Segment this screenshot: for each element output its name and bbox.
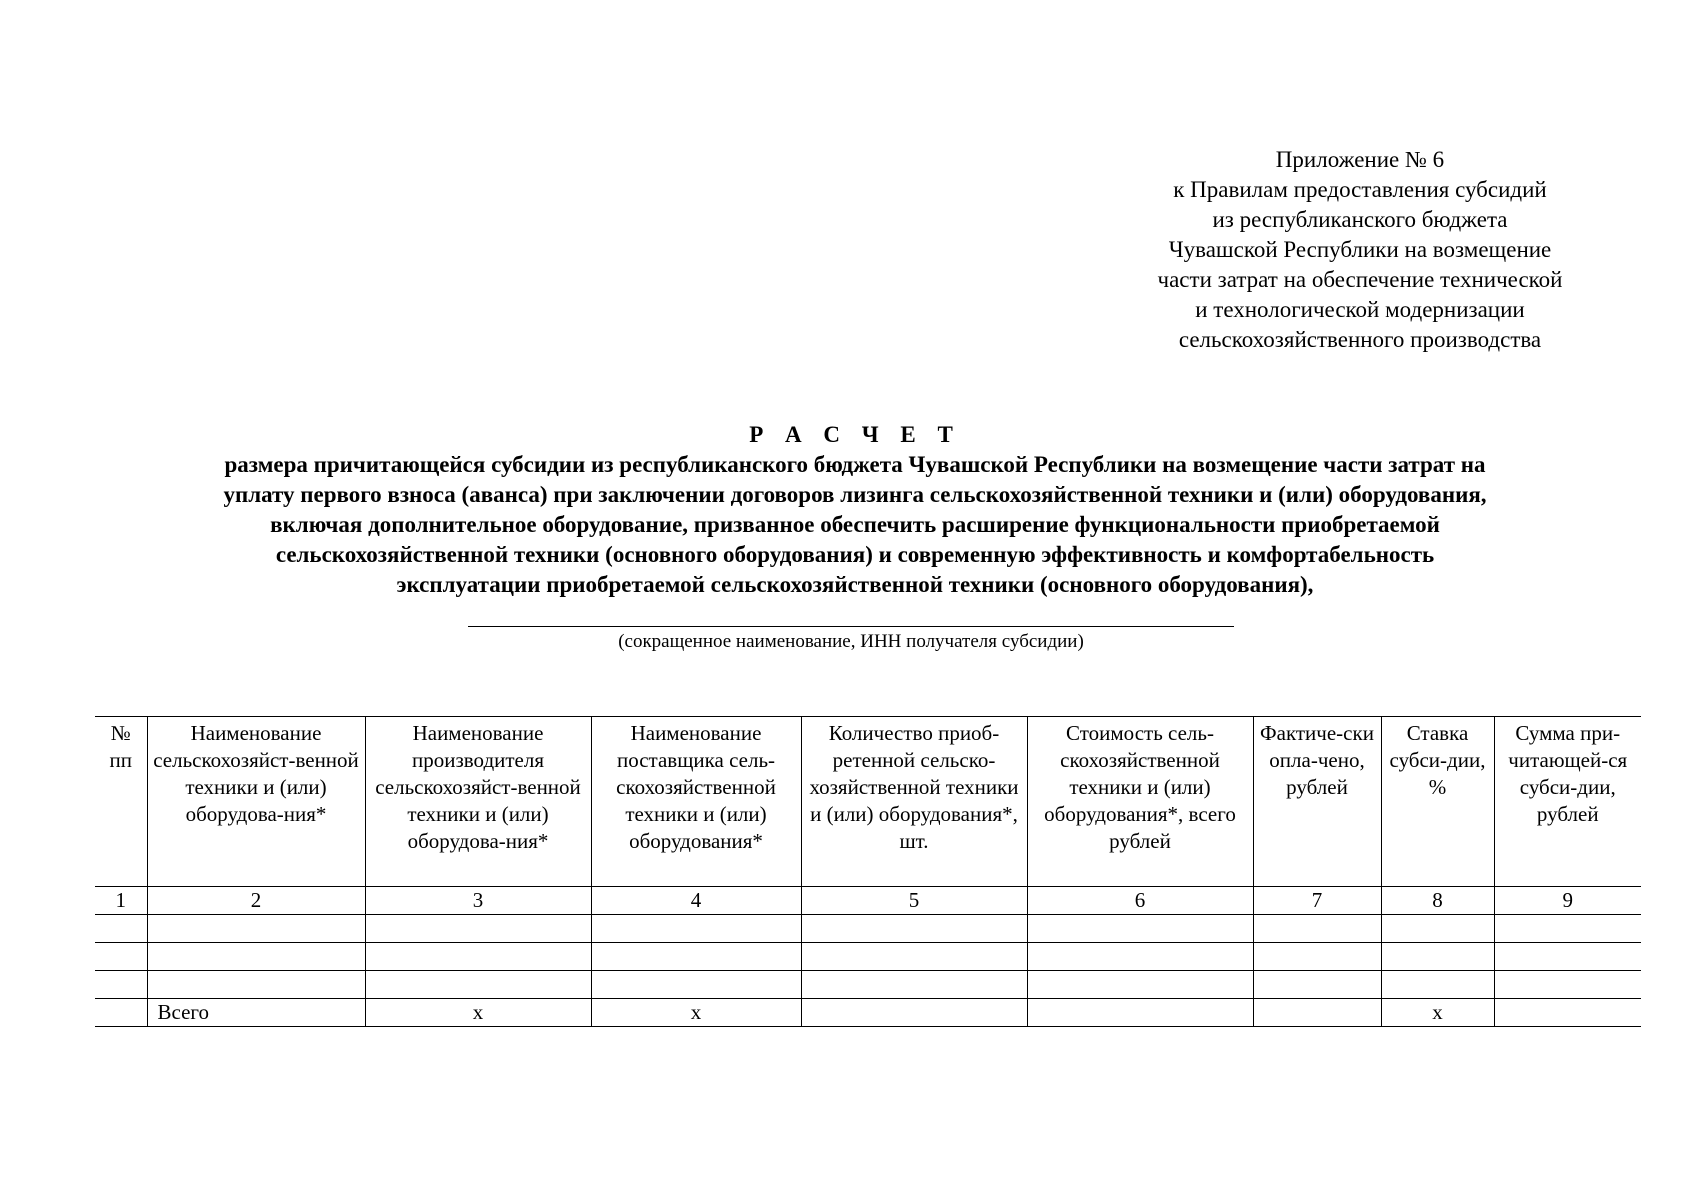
table-cell bbox=[1381, 915, 1494, 943]
table-cell bbox=[801, 971, 1027, 999]
table-cell bbox=[1253, 971, 1381, 999]
table-cell bbox=[591, 915, 801, 943]
appendix-line: сельскохозяйственного производства bbox=[1178, 327, 1542, 352]
appendix-line: из республиканского бюджета bbox=[1212, 207, 1508, 232]
appendix-line: Приложение № 6 bbox=[1275, 147, 1445, 172]
title-line: эксплуатации приобретаемой сельскохозяйственной техники (основного оборудования), bbox=[396, 572, 1314, 597]
table-cell bbox=[591, 943, 801, 971]
header-cell: Ставка субси-дии, % bbox=[1381, 717, 1494, 887]
table-cell bbox=[1381, 971, 1494, 999]
appendix-line: Чувашской Республики на возмещение bbox=[1168, 237, 1552, 262]
column-number-row bbox=[95, 887, 1641, 915]
table-cell bbox=[801, 915, 1027, 943]
total-cell bbox=[1027, 999, 1253, 1027]
total-cell: х bbox=[591, 999, 801, 1027]
table-row bbox=[95, 943, 1641, 971]
column-number-cell: 3 bbox=[365, 887, 591, 915]
column-number-cell: 9 bbox=[1494, 887, 1641, 915]
header-cell: Наименование производителя сельскохозяйст-венной техники и (или) оборудова-ния* bbox=[365, 717, 591, 887]
header-cell: Наименование поставщика сель-скохозяйственной техники и (или) оборудования* bbox=[591, 717, 801, 887]
header-cell: Количество приоб-ретенной сельско-хозяйственной техники и (или) оборудования*, шт. bbox=[801, 717, 1027, 887]
appendix-line: части затрат на обеспечение технической bbox=[1157, 267, 1563, 292]
total-cell bbox=[95, 999, 147, 1027]
total-cell: х bbox=[1381, 999, 1494, 1027]
column-number-cell: 4 bbox=[591, 887, 801, 915]
title-line: включая дополнительное оборудование, призванное обеспечить расширение функциональности приобретаемой bbox=[270, 512, 1440, 537]
table-row bbox=[95, 971, 1641, 999]
table-cell bbox=[1494, 971, 1641, 999]
column-number-cell: 7 bbox=[1253, 887, 1381, 915]
table-cell bbox=[365, 971, 591, 999]
header-cell: № пп bbox=[95, 717, 147, 887]
table-cell bbox=[591, 971, 801, 999]
column-number-cell: 8 bbox=[1381, 887, 1494, 915]
total-cell bbox=[1253, 999, 1381, 1027]
header-cell: Наименование сельскохозяйст-венной техники и (или) оборудова-ния* bbox=[147, 717, 365, 887]
table-cell bbox=[801, 943, 1027, 971]
total-cell: х bbox=[365, 999, 591, 1027]
table-cell bbox=[1381, 943, 1494, 971]
header-cell: Стоимость сель-скохозяйственной техники и (или) оборудования*, всего рублей bbox=[1027, 717, 1253, 887]
table-cell bbox=[1494, 915, 1641, 943]
column-number-cell: 1 bbox=[95, 887, 147, 915]
calculation-table bbox=[95, 716, 1641, 1027]
table-cell bbox=[1027, 943, 1253, 971]
table-header-row bbox=[95, 717, 1641, 887]
recipient-caption: (сокращенное наименование, ИНН получателя субсидии) bbox=[618, 631, 1084, 652]
table-cell bbox=[147, 971, 365, 999]
table-cell bbox=[95, 915, 147, 943]
table-cell bbox=[95, 943, 147, 971]
header-cell: Фактиче-ски опла-чено, рублей bbox=[1253, 717, 1381, 887]
total-label: Всего bbox=[147, 999, 365, 1027]
document-title bbox=[90, 420, 1620, 600]
total-cell bbox=[801, 999, 1027, 1027]
table-row bbox=[95, 915, 1641, 943]
table-cell bbox=[1253, 915, 1381, 943]
appendix-heading bbox=[1110, 145, 1610, 355]
title-line: сельскохозяйственной техники (основного оборудования) и современную эффективность и комфортабельность bbox=[275, 542, 1435, 567]
title-main: Р А С Ч Е Т bbox=[749, 422, 961, 447]
appendix-line: и технологической модернизации bbox=[1195, 297, 1525, 322]
recipient-fill-line bbox=[468, 626, 1234, 627]
total-row bbox=[95, 999, 1641, 1027]
column-number-cell: 5 bbox=[801, 887, 1027, 915]
table-cell bbox=[365, 943, 591, 971]
title-line: размера причитающейся субсидии из республиканского бюджета Чувашской Республики на возмещение части затрат на bbox=[224, 452, 1486, 477]
table-cell bbox=[95, 971, 147, 999]
title-line: уплату первого взноса (аванса) при заключении договоров лизинга сельскохозяйственной техники и (или) оборудования, bbox=[223, 482, 1487, 507]
table-cell bbox=[1494, 943, 1641, 971]
column-number-cell: 2 bbox=[147, 887, 365, 915]
table-cell bbox=[365, 915, 591, 943]
column-number-cell: 6 bbox=[1027, 887, 1253, 915]
total-cell bbox=[1494, 999, 1641, 1027]
table-cell bbox=[1027, 915, 1253, 943]
table-cell bbox=[147, 943, 365, 971]
header-cell: Сумма при-читающей-ся субси-дии, рублей bbox=[1494, 717, 1641, 887]
table-cell bbox=[1253, 943, 1381, 971]
appendix-line: к Правилам предоставления субсидий bbox=[1173, 177, 1547, 202]
table-cell bbox=[147, 915, 365, 943]
table-cell bbox=[1027, 971, 1253, 999]
